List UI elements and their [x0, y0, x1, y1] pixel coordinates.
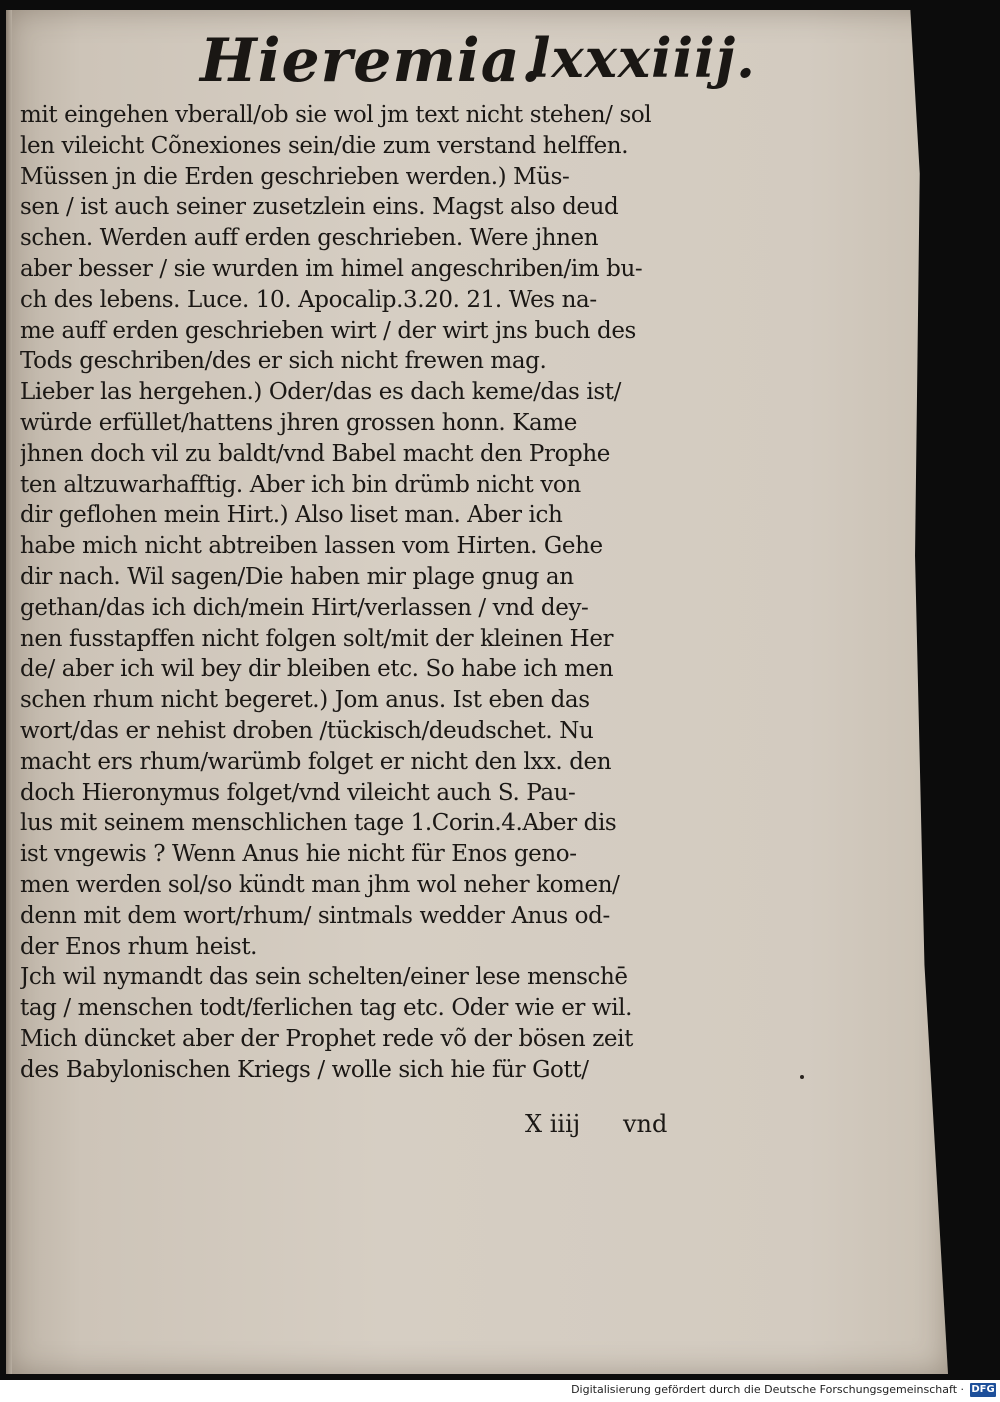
- text-line: schen rhum nicht begeret.) Jom anus. Ist eben das: [20, 687, 590, 714]
- text-line: des Babylonischen Kriegs / wolle sich hie für Gott/: [20, 1056, 589, 1083]
- signature-mark: X iiij: [525, 1110, 581, 1138]
- text-line: ist vngewis ? Wenn Anus hie nicht für Enos geno-: [20, 841, 577, 868]
- text-line: Jch wil nymandt das sein schelten/einer lese menschē: [20, 964, 628, 991]
- footer-bar: [0, 1380, 1000, 1402]
- text-line: ch des lebens. Luce. 10. Apocalip.3.20. 21. Wes na-: [20, 286, 597, 313]
- body-text: [20, 100, 700, 1086]
- running-header: [190, 26, 756, 106]
- text-line: Lieber las hergehen.) Oder/das es dach keme/das ist/: [20, 379, 621, 406]
- text-line: ten altzuwarhafftig. Aber ich bin drümb nicht von: [20, 471, 581, 498]
- text-line: gethan/das ich dich/mein Hirt/verlassen / vnd dey-: [20, 594, 589, 621]
- text-line: tag / menschen todt/ferlichen tag etc. Oder wie er wil.: [20, 995, 633, 1022]
- text-line: Müssen jn die Erden geschrieben werden.) Müs-: [20, 163, 570, 190]
- text-line: Mich düncket aber der Prophet rede võ der bösen zeit: [20, 1025, 633, 1052]
- text-line: dir nach. Wil sagen/Die haben mir plage gnug an: [20, 563, 574, 590]
- text-line: nen fusstapffen nicht folgen solt/mit der kleinen Her: [20, 625, 614, 652]
- text-line: schen. Werden auff erden geschrieben. Were jhnen: [20, 225, 599, 252]
- text-line: lus mit seinem menschlichen tage 1.Corin.4.Aber dis: [20, 810, 617, 837]
- text-line: mit eingehen vberall/ob sie wol jm text nicht stehen/ sol: [20, 102, 652, 128]
- catchword-line: [525, 1110, 705, 1146]
- text-line: doch Hieronymus folget/vnd vileicht auch S. Pau-: [20, 779, 576, 806]
- text-line: denn mit dem wort/rhum/ sintmals wedder Anus od-: [20, 902, 610, 929]
- page-gutter-edge: [6, 10, 12, 1374]
- ink-speck: [800, 1075, 804, 1079]
- text-line: wort/das er nehist droben /tückisch/deudschet. Nu: [20, 717, 594, 744]
- text-line: habe mich nicht abtreiben lassen vom Hirten. Gehe: [20, 533, 603, 560]
- dfg-logo: DFG: [971, 1384, 995, 1395]
- text-line: men werden sol/so kündt man jhm wol neher komen/: [20, 871, 620, 898]
- text-line: me auff erden geschrieben wirt / der wirt jns buch des: [20, 317, 636, 344]
- text-line: würde erfüllet/hattens jhren grossen honn. Kame: [20, 409, 577, 436]
- text-line: der Enos rhum heist.: [20, 933, 258, 960]
- text-line: aber besser / sie wurden im himel angeschriben/im bu-: [20, 255, 643, 282]
- catchword: vnd: [623, 1110, 668, 1138]
- text-line: de/ aber ich wil bey dir bleiben etc. So habe ich men: [20, 656, 614, 683]
- text-line: len vileicht Cõnexiones sein/die zum verstand helffen.: [20, 132, 629, 159]
- text-line: Tods geschriben/des er sich nicht frewen mag.: [20, 348, 547, 375]
- running-title: Hieremia.: [200, 26, 543, 96]
- text-line: macht ers rhum/warümb folget er nicht den lxx. den: [20, 748, 612, 775]
- folio-number: lxxxiiij.: [530, 26, 756, 90]
- text-line: sen / ist auch seiner zusetzlein eins. Magst also deud: [20, 194, 619, 221]
- funding-credit: Digitalisierung gefördert durch die Deutsche Forschungsgemeinschaft ·: [571, 1383, 964, 1396]
- text-line: dir geflohen mein Hirt.) Also liset man. Aber ich: [20, 502, 563, 529]
- text-line: jhnen doch vil zu baldt/vnd Babel macht den Prophe: [20, 440, 610, 467]
